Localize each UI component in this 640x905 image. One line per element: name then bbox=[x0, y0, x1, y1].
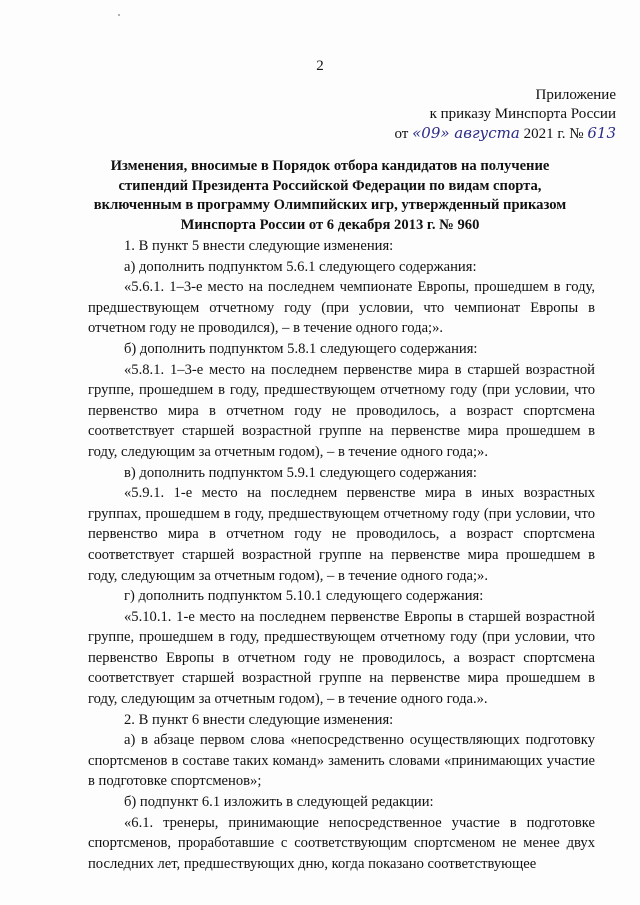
paragraph: «5.8.1. 1–3-е место на последнем первенстве мира в старшей возрастной группе, прошедшем в году, предшествующем отчетному году (при условии, что первенство мира в отчетном году не проводилось, а возраст спортсмена соответствует старшей возрастной группе на первенстве мира прошедшем в году, следующим за отчетным годом), – в течение одного года;». bbox=[88, 361, 595, 460]
paragraph: 1. В пункт 5 внести следующие изменения: bbox=[124, 238, 394, 254]
paragraph: «5.9.1. 1-е место на последнем первенстве мира в иных возрастных группах, прошедшем в году, предшествующем отчетному году (при условии, что первенство мира в отчетном году не проводилось, а возраст спортсмена соответствует старшей возрастной группе на первенстве мира прошедшем в году, следующим за отчетным годом), – в течение одного года;». bbox=[88, 485, 595, 584]
page-number: 2 bbox=[316, 58, 324, 74]
paragraph: в) дополнить подпунктом 5.9.1 следующего содержания: bbox=[124, 464, 477, 481]
paragraph: б) дополнить подпунктом 5.8.1 следующего содержания: bbox=[124, 340, 478, 357]
paragraph: г) дополнить подпунктом 5.10.1 следующего содержания: bbox=[124, 588, 484, 605]
appendix-title: Приложение bbox=[535, 87, 616, 103]
paragraph: а) в абзаце первом слова «непосредственно осуществляющих подготовку спортсменов в составе таких команд» заменить словами «принимающих участие в подготовке спортсменов»; bbox=[88, 732, 595, 790]
appendix-order-ref: к приказу Минспорта России bbox=[429, 106, 616, 122]
appendix-date-line bbox=[356, 124, 616, 144]
date-prefix: от bbox=[394, 126, 409, 142]
scan-speck bbox=[118, 14, 120, 16]
paragraph: 2. В пункт 6 внести следующие изменения: bbox=[124, 711, 394, 728]
paragraph: «5.10.1. 1-е место на последнем первенстве Европы в старшей возрастной группе, прошедшем в году, предшествующем отчетному году (при условии, что первенство Европы в отчетном году не проводилось, а возраст спортсмена соответствует старшей возрастной группе на первенстве мира прошедшем в году, следующим за отчетным годом), – в течение одного года.». bbox=[88, 608, 595, 708]
paragraph: «6.1. тренеры, принимающие непосредственное участие в подготовке спортсменов, проработавшие с соответствующим спортсменом не менее двух последних лет, предшествующих дню, когда показано соответствующее bbox=[88, 814, 595, 872]
paragraph: «5.6.1. 1–3-е место на последнем чемпионате Европы, прошедшем в году, предшествующем отчетному году (при условии, что чемпионат Европы в отчетном году не проводился), – в течение одного года;». bbox=[88, 279, 595, 337]
date-year: 2021 г. № bbox=[523, 126, 584, 142]
appendix-header bbox=[356, 86, 616, 144]
document-body bbox=[88, 236, 595, 874]
document-title: Изменения, вносимые в Порядок отбора кандидатов на получение стипендий Президента Российской Федерации по видам спорта, включенным в программу Олимпийских игр, утвержденный приказом Минспорта России от 6 декабря 2013 г. № 960 bbox=[93, 158, 567, 233]
paragraph: б) подпункт 6.1 изложить в следующей редакции: bbox=[124, 794, 434, 811]
handwritten-date: «09» августа bbox=[412, 124, 520, 142]
handwritten-order-number: 613 bbox=[587, 124, 616, 142]
paragraph: а) дополнить подпунктом 5.6.1 следующего содержания: bbox=[124, 258, 477, 275]
